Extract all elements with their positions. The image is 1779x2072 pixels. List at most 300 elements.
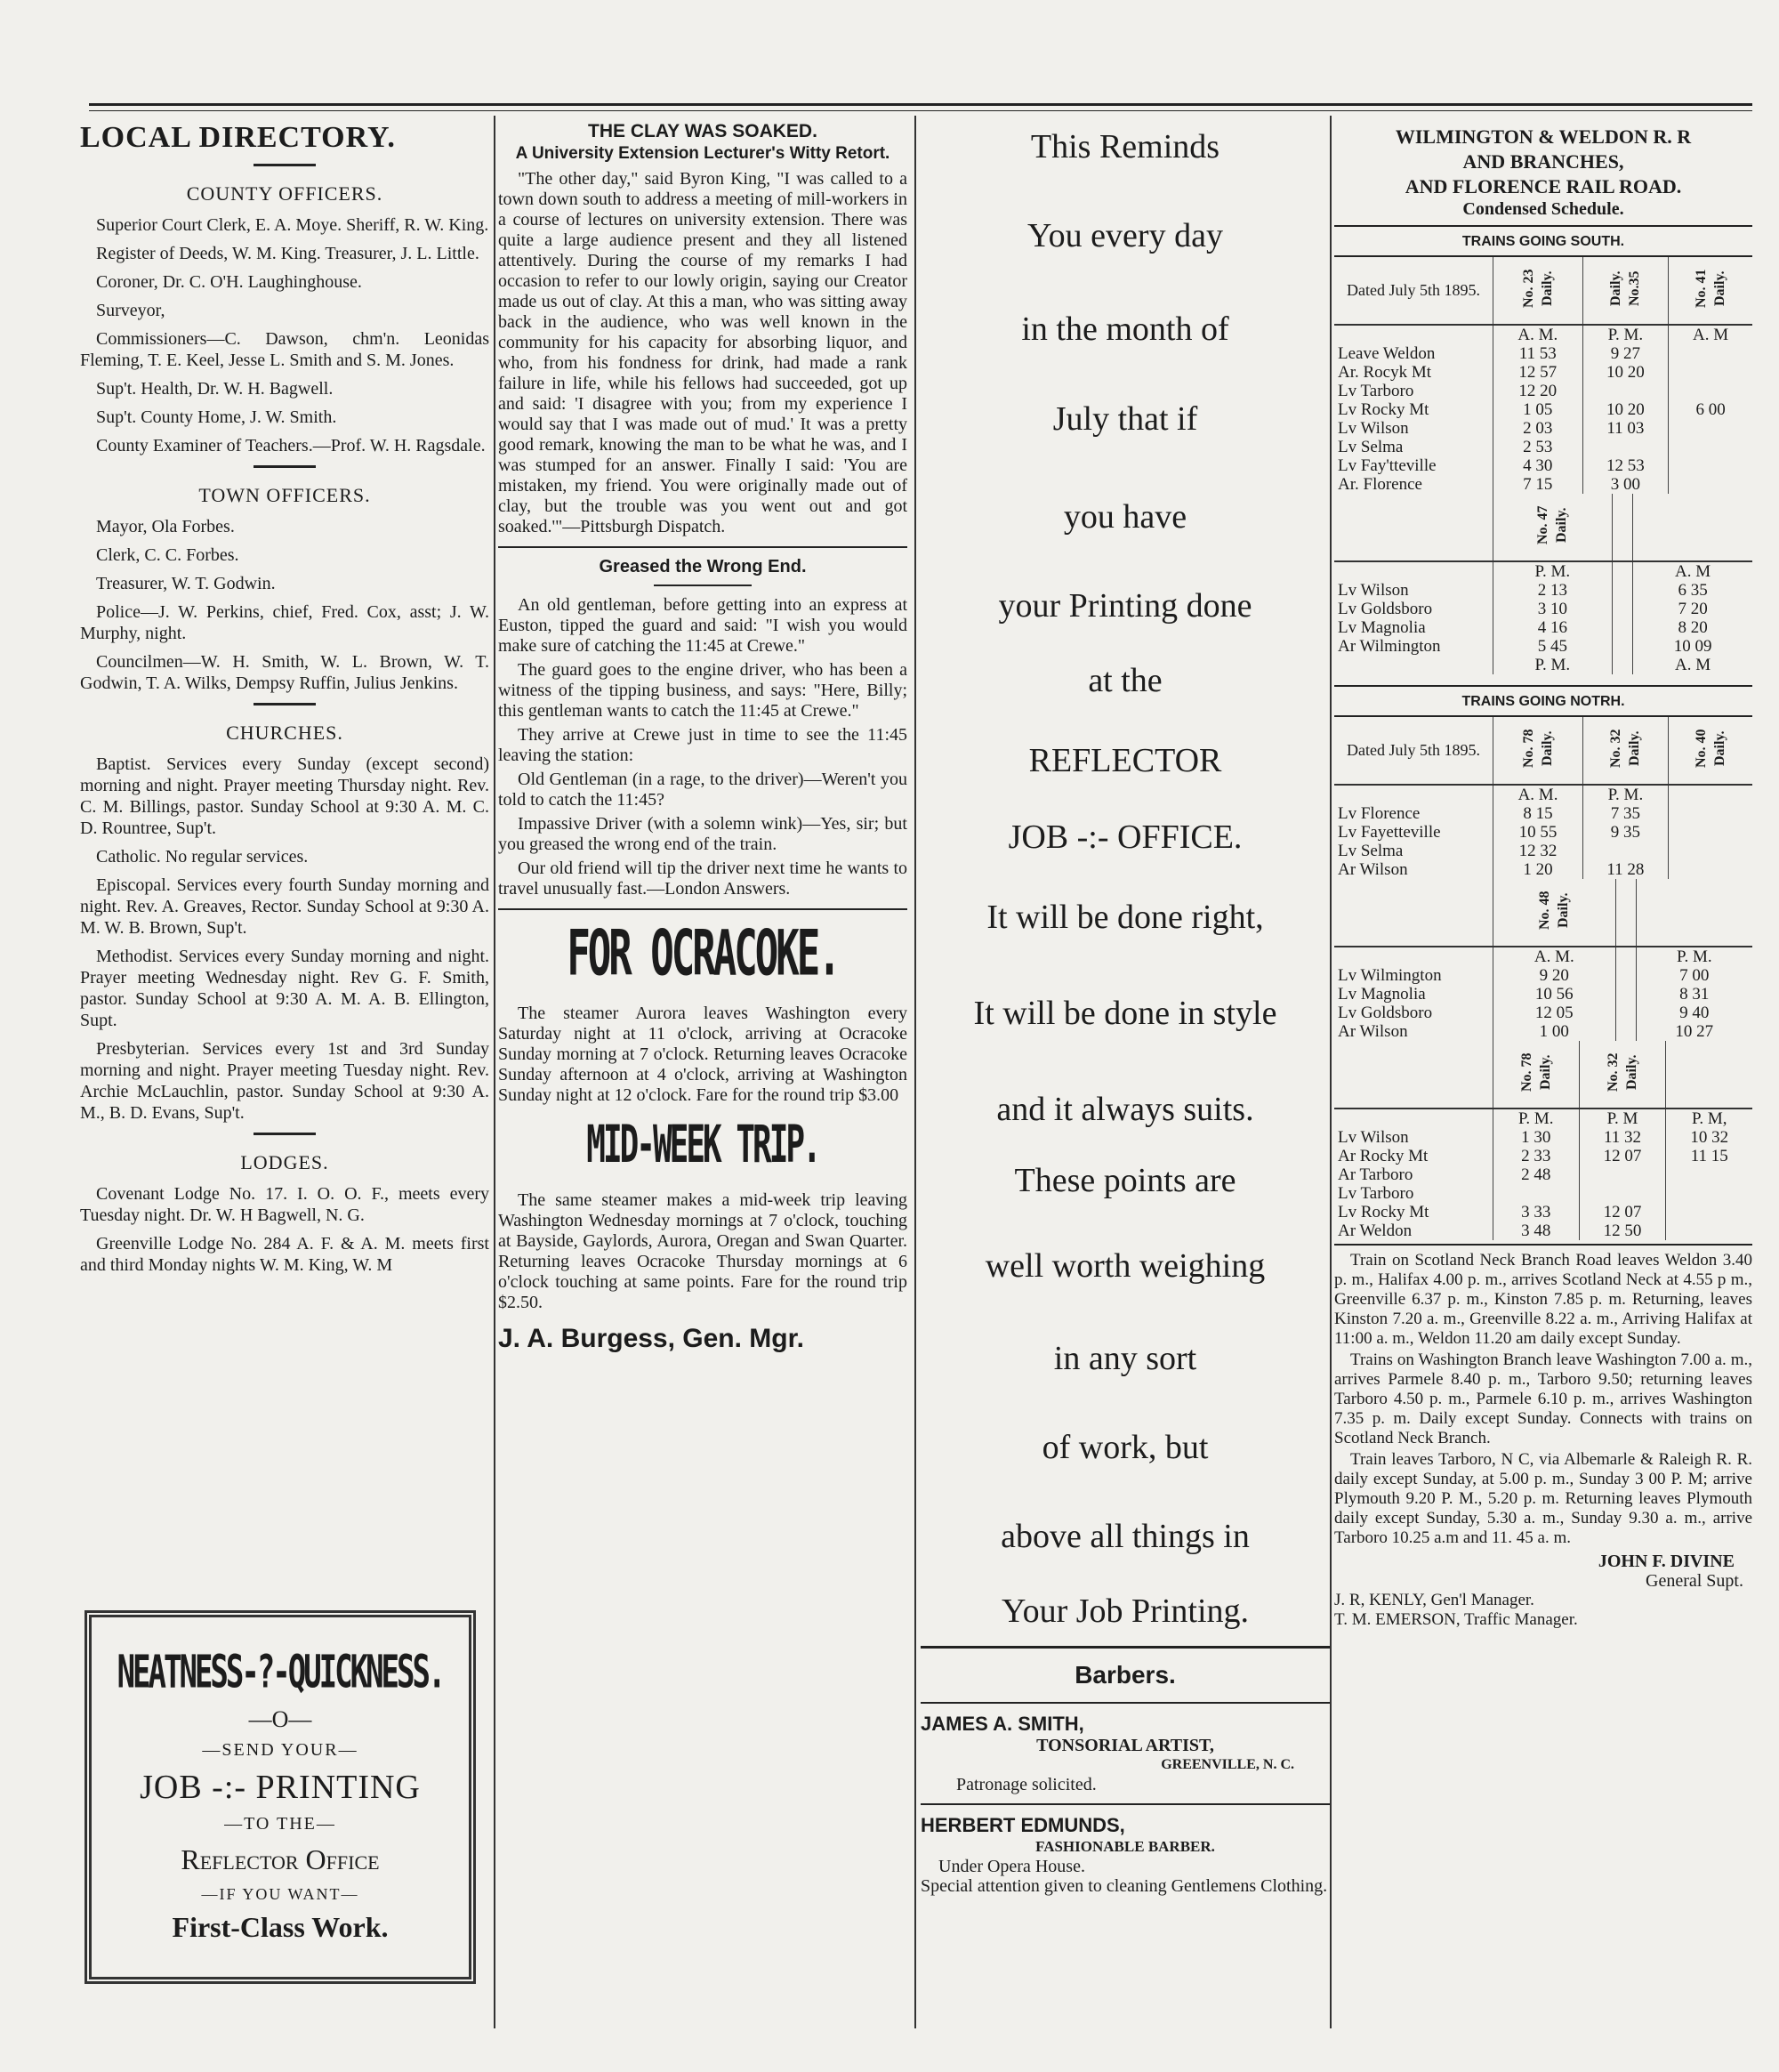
county-entry: Commissioners—C. Dawson, chm'n. Leonidas Fleming, T. E. Keel, Jesse L. Smith and S. M. Jones.	[80, 329, 489, 370]
midweek-body: The same steamer makes a mid-week trip leaving Washington Wednesday mornings at 7 o'clock, touching at Bayside, Gaylords, Aurora, Oregan and Swan Quarter. Returning leaves Ocracoke Thursday mornings at 6 o'clock touching at same points. Fare for the round trip $2.50.	[498, 1190, 907, 1312]
time-cell: 12 05	[1493, 1004, 1616, 1022]
time-cell: 10 56	[1493, 985, 1616, 1004]
timetable-row	[1334, 1004, 1752, 1022]
church-entry: Baptist. Services every Sunday (except second) morning and night. Prayer meeting Thursday night. Rev. C. M. Billings, pastor. Sunday School at 9:30 A. M. C. D. Rountree, Sup't.	[80, 754, 489, 838]
south-rows-1	[1334, 325, 1752, 494]
time-cell: P. M.	[1636, 947, 1752, 966]
reminds-line: of work, but	[1042, 1429, 1209, 1466]
south-table-2	[1334, 494, 1752, 674]
header-cell	[1334, 494, 1493, 561]
time-cell	[1669, 363, 1752, 382]
railroad-title: WILMINGTON & WELDON R. R	[1395, 125, 1692, 148]
article-subtitle: A University Extension Lecturer's Witty Retort.	[515, 144, 890, 163]
general-manager: J. A. Burgess, Gen. Mgr.	[498, 1324, 804, 1353]
timetable-row	[1334, 1109, 1752, 1128]
timetable-row	[1334, 400, 1752, 419]
time-cell: 1 20	[1493, 860, 1583, 879]
header-cell	[1633, 494, 1752, 561]
header-cell	[1493, 257, 1583, 325]
station-cell: Ar Rocky Mt	[1338, 1147, 1429, 1165]
barber-line: FASHIONABLE BARBER.	[1035, 1838, 1215, 1855]
station-cell: Ar Wilmington	[1338, 637, 1441, 656]
barber-name: HERBERT EDMUNDS,	[921, 1814, 1125, 1836]
north-table-3	[1334, 1041, 1752, 1240]
time-cell: P. M.	[1493, 1109, 1580, 1128]
station-cell: Lv Selma	[1338, 842, 1404, 860]
time-cell	[1493, 1184, 1580, 1203]
timetable-row	[1334, 1022, 1752, 1041]
station-cell: Ar Wilson	[1338, 1022, 1408, 1041]
top-rule	[89, 103, 1752, 106]
barber-line: GREENVILLE, N. C.	[1161, 1757, 1294, 1772]
divider	[654, 585, 752, 586]
time-cell	[1612, 600, 1633, 618]
south-heading: TRAINS GOING SOUTH.	[1461, 234, 1625, 249]
time-cell	[1668, 804, 1752, 823]
time-cell: 9 35	[1583, 823, 1669, 842]
time-cell	[1666, 1165, 1752, 1184]
station-cell: Lv Wilmington	[1338, 966, 1442, 985]
divider	[921, 1702, 1330, 1704]
time-cell: 12 20	[1493, 382, 1583, 400]
time-cell: 3 33	[1493, 1203, 1580, 1221]
time-cell	[1669, 438, 1752, 456]
north-rows-3	[1334, 1109, 1752, 1240]
train-header: No. 48 Daily.	[1537, 891, 1572, 930]
timetable-row	[1334, 438, 1752, 456]
time-cell	[1666, 1184, 1752, 1203]
header-cell	[1668, 717, 1752, 785]
time-cell: 3 00	[1582, 475, 1669, 494]
signature: T. M. EMERSON, Traffic Manager.	[1334, 1610, 1578, 1629]
time-cell	[1615, 1022, 1636, 1041]
town-entry: Clerk, C. C. Forbes.	[96, 545, 239, 565]
timetable-row	[1334, 985, 1752, 1004]
station-cell: Lv Fayetteville	[1338, 823, 1441, 842]
time-cell: 12 50	[1579, 1221, 1666, 1240]
time-cell	[1615, 966, 1636, 985]
time-cell: 12 53	[1582, 456, 1669, 475]
reminds-column	[921, 116, 1330, 1896]
article-paragraph: Our old friend will tip the driver next time he wants to travel unusually fast.—London Answers.	[498, 859, 907, 899]
time-cell: 1 05	[1493, 400, 1583, 419]
column-rule-3	[1330, 116, 1332, 2028]
timetable-row	[1334, 344, 1752, 363]
time-cell	[1668, 823, 1752, 842]
reminds-line: well worth weighing	[985, 1247, 1266, 1285]
south-table-1	[1334, 257, 1752, 494]
time-cell: A. M.	[1493, 325, 1583, 344]
timetable-row	[1334, 637, 1752, 656]
train-header: No. 47 Daily.	[1535, 505, 1570, 544]
directory-title: LOCAL DIRECTORY.	[80, 121, 396, 154]
ad-line-reflector: Reflector Office	[181, 1843, 380, 1875]
time-cell	[1668, 860, 1752, 879]
signature: J. R, KENLY, Gen'l Manager.	[1334, 1591, 1534, 1609]
town-entry: Mayor, Ola Forbes.	[96, 517, 235, 536]
lodges-heading: LODGES.	[240, 1151, 329, 1173]
header-cell	[1583, 717, 1669, 785]
lodge-entry: Greenville Lodge No. 284 A. F. & A. M. meets first and third Monday nights W. M. King, W. M	[80, 1234, 489, 1275]
time-cell: 12 07	[1579, 1203, 1666, 1221]
time-cell	[1612, 618, 1633, 637]
header-cell	[1669, 257, 1752, 325]
reminds-line: at the	[1088, 662, 1163, 699]
header-cell	[1493, 494, 1613, 561]
timetable-row	[1334, 456, 1752, 475]
church-entry: Episcopal. Services every fourth Sunday morning and night. Rev. A. Greaves, Rector. Sunday School at 9:30 A. M. W. B. Brown, Sup't.	[80, 875, 489, 938]
time-cell	[1612, 656, 1633, 674]
ad-line-send: —SEND YOUR—	[202, 1740, 358, 1760]
timetable-row	[1334, 1184, 1752, 1203]
time-cell: 7 00	[1636, 966, 1752, 985]
station-cell: Lv Wilson	[1338, 581, 1409, 600]
time-cell: P. M.	[1493, 656, 1613, 674]
station-cell	[1334, 785, 1493, 804]
time-cell: 9 40	[1636, 1004, 1752, 1022]
timetable-row	[1334, 966, 1752, 985]
time-cell: P. M	[1579, 1109, 1666, 1128]
divider	[1334, 685, 1752, 687]
reminds-ad	[921, 116, 1330, 1639]
time-cell: A. M	[1669, 325, 1752, 344]
timetable-row	[1334, 419, 1752, 438]
time-cell: 12 32	[1493, 842, 1583, 860]
timetable-row	[1334, 1165, 1752, 1184]
timetable-row	[1334, 618, 1752, 637]
time-cell: 1 00	[1493, 1022, 1616, 1041]
time-cell: P. M,	[1666, 1109, 1752, 1128]
reminds-line: These points are	[1014, 1162, 1236, 1199]
top-rule-2	[89, 110, 1752, 111]
reminds-line: It will be done in style	[973, 995, 1277, 1032]
time-cell: P. M.	[1493, 561, 1613, 581]
ad-line-first-class: First-Class Work.	[172, 1911, 389, 1943]
timetable-row	[1334, 785, 1752, 804]
station-cell: Lv Rocky Mt	[1338, 1203, 1429, 1221]
time-cell: 11 32	[1579, 1128, 1666, 1147]
timetable-row	[1334, 382, 1752, 400]
article-paragraph: Impassive Driver (with a solemn wink)—Yes, sir; but you greased the wrong end of the train.	[498, 814, 907, 854]
time-cell: 7 20	[1633, 600, 1752, 618]
dated-cell: Dated July 5th 1895.	[1334, 257, 1493, 325]
time-cell: A. M	[1633, 656, 1752, 674]
church-entry: Presbyterian. Services every 1st and 3rd Sunday morning and night. Prayer meeting Tuesday night. Rev. Archie McLauchlin, pastor. Sunday School at 9:30 A. M., B. D. Evans, Sup't.	[80, 1039, 489, 1123]
divider	[254, 465, 316, 468]
ad-line-if-you-want: —IF YOU WANT—	[201, 1885, 359, 1903]
barbers-heading: Barbers.	[1075, 1661, 1176, 1689]
column-rule-1	[494, 116, 495, 2028]
time-cell	[1669, 382, 1752, 400]
station-cell: Ar. Florence	[1338, 475, 1422, 494]
time-cell: 2 53	[1493, 438, 1583, 456]
train-header: No. 78 Daily.	[1521, 729, 1556, 768]
time-cell: 11 53	[1493, 344, 1583, 363]
ad-line-neatness: NEATNESS-?-QUICKNESS.	[117, 1646, 444, 1699]
time-cell: 7 35	[1583, 804, 1669, 823]
timetable-row	[1334, 600, 1752, 618]
time-cell	[1582, 438, 1669, 456]
branch-note: Train on Scotland Neck Branch Road leaves Weldon 3.40 p. m., Halifax 4.00 p. m., arrives Scotland Neck at 4.55 p m., Greenville 6.37 p. m., Kinston 7.85 p. m. Returning, leaves Kinston 7.20 a. m., Greenville 8.22 a. m., Arriving Halifax at 11:00 a. m., Weldon 11.20 am daily except Sunday.	[1334, 1251, 1752, 1348]
train-header: No. 32 Daily.	[1608, 729, 1643, 768]
time-cell: 4 30	[1493, 456, 1583, 475]
header-cell	[1334, 1041, 1493, 1109]
reminds-line: You every day	[1027, 217, 1223, 254]
reminds-line: in the month of	[1021, 310, 1229, 348]
header-cell	[1493, 1041, 1580, 1109]
train-header: No. 32 Daily.	[1606, 1052, 1639, 1092]
county-entry: Register of Deeds, W. M. King. Treasurer, J. L. Little.	[96, 244, 479, 263]
branch-note: Trains on Washington Branch leave Washington 7.00 a. m., arrives Parmele 8.40 p. m., Tarboro 9.50; returning leaves Tarboro 4.50 p. m., Parmele 6.10 p. m., arrives Washington 7.35 p. m. Daily except Sunday. Connects with trains on Scotland Neck Branch.	[1334, 1350, 1752, 1447]
time-cell	[1615, 985, 1636, 1004]
header-cell	[1612, 494, 1633, 561]
town-entry: Police—J. W. Perkins, chief, Fred. Cox, asst; J. W. Murphy, night.	[80, 602, 489, 643]
time-cell: 1 30	[1493, 1128, 1580, 1147]
midweek-heading: MID-WEEK TRIP.	[586, 1116, 819, 1175]
station-cell	[1334, 325, 1493, 344]
station-cell: Ar. Rocyk Mt	[1338, 363, 1432, 382]
time-cell	[1669, 456, 1752, 475]
timetable-row	[1334, 804, 1752, 823]
timetable-row	[1334, 1128, 1752, 1147]
article-paragraph: An old gentleman, before getting into an express at Euston, tipped the guard and said: "I wish you would make sure of catching the 11:45 at Crewe."	[498, 595, 907, 656]
time-cell: 3 10	[1493, 600, 1613, 618]
header-cell	[1582, 257, 1669, 325]
time-cell	[1579, 1184, 1666, 1203]
time-cell	[1615, 947, 1636, 966]
station-cell: Ar Weldon	[1338, 1221, 1413, 1240]
time-cell: 10 27	[1636, 1022, 1752, 1041]
barber-line: Under Opera House.	[938, 1857, 1085, 1876]
station-cell	[1334, 656, 1493, 674]
time-cell: 2 33	[1493, 1147, 1580, 1165]
county-entry: County Examiner of Teachers.—Prof. W. H. Ragsdale.	[96, 436, 486, 456]
time-cell: 3 48	[1493, 1221, 1580, 1240]
time-cell: 8 20	[1633, 618, 1752, 637]
time-cell: 11 15	[1666, 1147, 1752, 1165]
railroad-schedule	[1334, 116, 1752, 1630]
header-cell	[1636, 879, 1752, 947]
time-cell: A. M.	[1493, 947, 1616, 966]
reminds-line: above all things in	[1001, 1518, 1250, 1555]
header-cell	[1334, 879, 1493, 947]
station-cell: Lv Magnolia	[1338, 985, 1426, 1004]
reminds-line: It will be done right,	[986, 899, 1264, 936]
time-cell: 11 28	[1583, 860, 1669, 879]
timetable-row	[1334, 860, 1752, 879]
condensed-schedule: Condensed Schedule.	[1462, 199, 1624, 219]
reminds-line: your Printing done	[998, 587, 1252, 625]
timetable-row	[1334, 1221, 1752, 1240]
barber-line: TONSORIAL ARTIST,	[1036, 1736, 1214, 1755]
north-rows-2	[1334, 947, 1752, 1041]
railroad-title: AND FLORENCE RAIL ROAD.	[1405, 175, 1682, 198]
time-cell: 10 32	[1666, 1128, 1752, 1147]
ad-line-o: —O—	[248, 1706, 312, 1732]
article-paragraph: Old Gentleman (in a rage, to the driver)—Weren't you told to catch the 11:45?	[498, 770, 907, 810]
reminds-line: in any sort	[1053, 1340, 1197, 1377]
time-cell	[1669, 475, 1752, 494]
time-cell: 2 13	[1493, 581, 1613, 600]
station-cell: Ar Tarboro	[1338, 1165, 1413, 1184]
time-cell: 7 15	[1493, 475, 1583, 494]
time-cell	[1668, 785, 1752, 804]
train-header: Daily. No.35	[1608, 270, 1643, 306]
time-cell: 6 00	[1669, 400, 1752, 419]
ocracoke-body: The steamer Aurora leaves Washington every Saturday night at 11 o'clock, arriving at Ocracoke Sunday morning at 7 o'clock. Returning leaves Ocracoke Sunday afternoon at 4 o'clock, arriving at Washington Sunday night at 12 o'clock. Fare for the round trip $3.00	[498, 1004, 907, 1105]
time-cell: 2 03	[1493, 419, 1583, 438]
time-cell: A. M	[1633, 561, 1752, 581]
time-cell: 4 16	[1493, 618, 1613, 637]
station-cell: Lv Fay'tteville	[1338, 456, 1437, 475]
county-entry: Surveyor,	[96, 301, 165, 320]
time-cell	[1583, 842, 1669, 860]
barber-name: JAMES A. SMITH,	[921, 1713, 1084, 1735]
reminds-line: JOB -:- OFFICE.	[1008, 818, 1243, 856]
time-cell	[1612, 637, 1633, 656]
ad-line-to-the: —TO THE—	[224, 1814, 336, 1834]
signature-title: General Supt.	[1646, 1571, 1743, 1591]
time-cell: 2 48	[1493, 1165, 1580, 1184]
dated-cell: Dated July 5th 1895.	[1334, 717, 1493, 785]
time-cell: 11 03	[1582, 419, 1669, 438]
header-cell	[1493, 717, 1583, 785]
header-cell	[1615, 879, 1636, 947]
time-cell: 12 07	[1579, 1147, 1666, 1165]
ad-line-job-printing: JOB -:- PRINTING	[140, 1769, 421, 1806]
time-cell: A. M.	[1493, 785, 1583, 804]
town-entry: Treasurer, W. T. Godwin.	[96, 574, 276, 593]
time-cell: 8 31	[1636, 985, 1752, 1004]
south-rows-2	[1334, 561, 1752, 674]
timetable-row	[1334, 1147, 1752, 1165]
station-cell: Lv Goldsboro	[1338, 1004, 1433, 1022]
header-cell	[1579, 1041, 1666, 1109]
church-entry: Catholic. No regular services.	[96, 847, 309, 867]
timetable-row	[1334, 475, 1752, 494]
station-cell: Leave Weldon	[1338, 344, 1436, 363]
divider	[254, 164, 316, 166]
reminds-line: and it always suits.	[996, 1091, 1254, 1128]
railroad-title: AND BRANCHES,	[1462, 150, 1624, 173]
train-header: No. 41 Daily.	[1694, 269, 1728, 308]
timetable-row	[1334, 1203, 1752, 1221]
time-cell: 10 20	[1582, 400, 1669, 419]
county-entry: Superior Court Clerk, E. A. Moye. Sheriff, R. W. King.	[96, 215, 489, 235]
timetable-row	[1334, 325, 1752, 344]
time-cell: 10 55	[1493, 823, 1583, 842]
time-cell	[1582, 382, 1669, 400]
divider	[254, 703, 316, 705]
time-cell	[1615, 1004, 1636, 1022]
reminds-line: you have	[1063, 498, 1187, 536]
north-heading: TRAINS GOING NOTRH.	[1461, 694, 1625, 709]
reminds-line: July that if	[1052, 400, 1198, 438]
time-cell	[1612, 581, 1633, 600]
station-cell: Lv Rocky Mt	[1338, 400, 1429, 419]
article-paragraph: The guard goes to the engine driver, who has been a witness of the tipping business, and says: "Here, Billy; this gentleman wants to catch the 11:45 at Crewe."	[498, 660, 907, 721]
station-cell: Lv Florence	[1338, 804, 1421, 823]
train-header: No. 78 Daily.	[1518, 1052, 1553, 1092]
church-entry: Methodist. Services every Sunday morning and night. Prayer meeting Wednesday night. Rev G. F. Smith, pastor. Sunday School at 9:30 A. M. A. B. Ellington, Supt.	[80, 947, 489, 1030]
column-rule-2	[914, 116, 916, 2028]
time-cell	[1666, 1221, 1752, 1240]
time-cell	[1669, 419, 1752, 438]
ocracoke-heading: FOR OCRACOKE.	[567, 917, 839, 991]
header-cell	[1666, 1041, 1752, 1109]
article-body: "The other day," said Byron King, "I was called to a town down south to address a meeting of mill-workers in a course of lectures on university extension. There was quite a large audience present and they all listened attentively. During the course of my remarks I had occasion to refer to our lowly origin, saying our Creator made us out of clay. At this a man, who was sitting away back in the audience, who was well known in the community for his capacity for absorbing liquor, and who, from his fondness for drink, had made a rank failure in life, while his fellows had succeeded, got up and said: 'I disagree with you; from my experience I would say that I was made out of mud.' It was a pretty good remark, knowing the man to be what he was, and I was stumped for an answer. Finally I said: 'You are mistaken, my friend. You were originally made out of clay, but the trouble was you went out and got soaked.'"—Pittsburgh Dispatch.	[498, 169, 907, 536]
time-cell	[1668, 842, 1752, 860]
station-cell	[1334, 947, 1493, 966]
time-cell: 10 20	[1582, 363, 1669, 382]
county-entry: Coroner, Dr. C. O'H. Laughinghouse.	[96, 272, 362, 292]
station-cell: Lv Selma	[1338, 438, 1404, 456]
article-paragraph: They arrive at Crewe just in time to see the 11:45 leaving the station:	[498, 725, 907, 765]
article-title: Greased the Wrong End.	[599, 557, 807, 576]
train-header: No. 40 Daily.	[1693, 729, 1727, 768]
timetable-row	[1334, 842, 1752, 860]
churches-heading: CHURCHES.	[226, 722, 343, 744]
time-cell: P. M.	[1583, 785, 1669, 804]
divider	[1334, 1244, 1752, 1246]
article-title: THE CLAY WAS SOAKED.	[588, 121, 817, 141]
barber-line: Patronage solicited.	[956, 1775, 1097, 1794]
town-officers-heading: TOWN OFFICERS.	[198, 484, 371, 506]
time-cell: 10 09	[1633, 637, 1752, 656]
timetable-row	[1334, 656, 1752, 674]
divider	[921, 1646, 1330, 1649]
articles-column	[498, 116, 907, 1354]
divider	[254, 1133, 316, 1135]
time-cell: P. M.	[1582, 325, 1669, 344]
local-directory	[80, 116, 489, 1283]
station-cell: Lv Goldsboro	[1338, 600, 1433, 618]
north-table-2	[1334, 879, 1752, 1041]
reminds-line: REFLECTOR	[1028, 742, 1222, 779]
county-entry: Sup't. Health, Dr. W. H. Bagwell.	[96, 379, 334, 399]
time-cell: 6 35	[1633, 581, 1752, 600]
train-header: No. 23 Daily.	[1520, 269, 1555, 308]
time-cell: 8 15	[1493, 804, 1583, 823]
barber-line: Special attention given to cleaning Gentlemens Clothing.	[921, 1876, 1328, 1896]
timetable-row	[1334, 947, 1752, 966]
county-entry: Sup't. County Home, J. W. Smith.	[96, 407, 337, 427]
north-rows-1	[1334, 785, 1752, 879]
printing-ad-box	[85, 1610, 476, 1984]
signature: JOHN F. DIVINE	[1598, 1552, 1735, 1571]
time-cell: 5 45	[1493, 637, 1613, 656]
time-cell	[1612, 561, 1633, 581]
reminds-line: This Reminds	[1030, 128, 1220, 165]
station-cell: Lv Tarboro	[1338, 382, 1414, 400]
station-cell: Ar Wilson	[1338, 860, 1408, 879]
divider	[1334, 225, 1752, 227]
lodge-entry: Covenant Lodge No. 17. I. O. O. F., meets every Tuesday night. Dr. W. H Bagwell, N. G.	[80, 1184, 489, 1225]
station-cell: Lv Wilson	[1338, 1128, 1409, 1147]
header-cell	[1493, 879, 1616, 947]
town-entry: Councilmen—W. H. Smith, W. L. Brown, W. T. Godwin, T. A. Wilks, Dempsy Ruffin, Julius Jenkins.	[80, 652, 489, 693]
station-cell	[1334, 561, 1493, 581]
divider	[498, 908, 907, 910]
time-cell	[1669, 344, 1752, 363]
timetable-row	[1334, 581, 1752, 600]
north-table-1	[1334, 717, 1752, 879]
station-cell	[1334, 1109, 1493, 1128]
timetable-row	[1334, 363, 1752, 382]
time-cell: 12 57	[1493, 363, 1583, 382]
timetable-row	[1334, 561, 1752, 581]
divider	[498, 546, 907, 548]
